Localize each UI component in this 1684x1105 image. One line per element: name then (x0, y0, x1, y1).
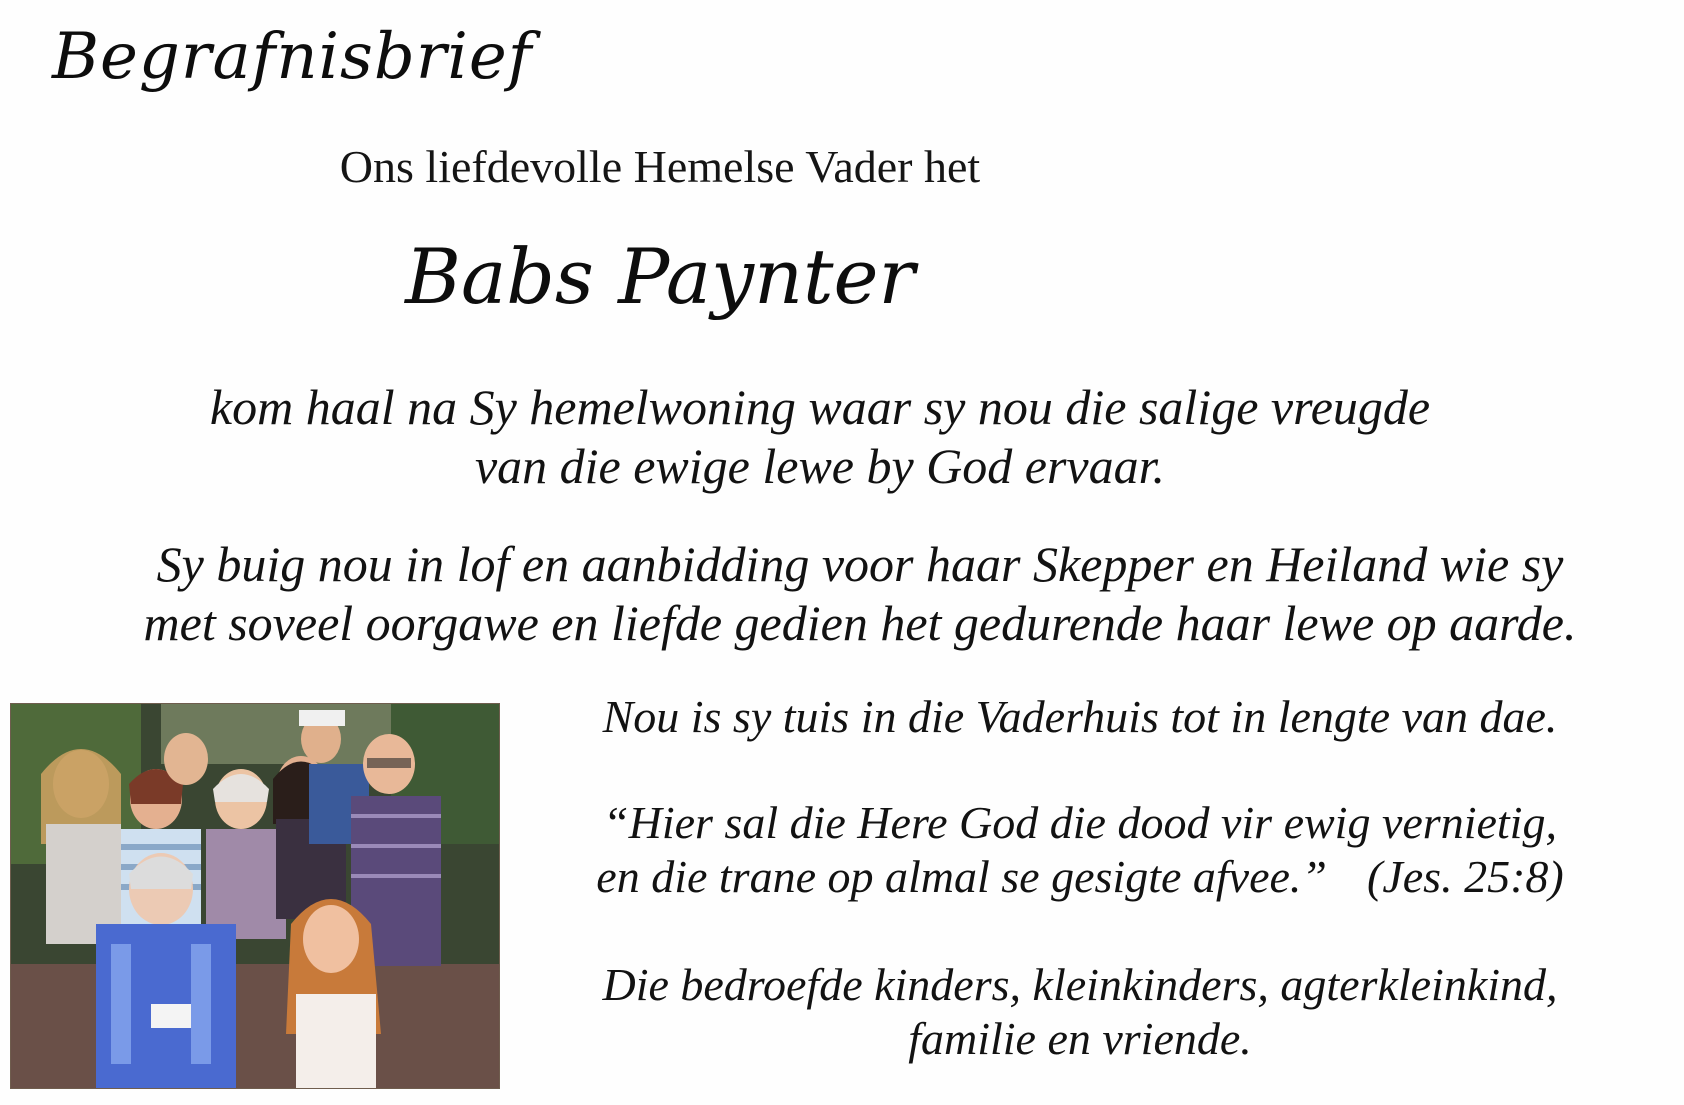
scripture-quote (500, 796, 1660, 905)
paragraph-heavenly-home (100, 378, 1540, 496)
paragraph-line: Sy buig nou in lof en aanbidding voor haar Skepper en Heiland wie sy (156, 536, 1564, 592)
paragraph-worship (60, 535, 1660, 653)
scripture-reference: (Jes. 25:8) (1367, 851, 1564, 903)
paragraph-line: familie en vriende. (908, 1013, 1252, 1065)
paragraph-line: van die ewige lewe by God ervaar. (474, 438, 1166, 494)
mourners-signature (500, 958, 1660, 1067)
quote-text: en die trane op almal se gesigte afvee.” (596, 851, 1328, 903)
paragraph-line: Nou is sy tuis in die Vaderhuis tot in lengte van dae. (602, 691, 1558, 742)
paragraph-line: Die bedroefde kinders, kleinkinders, agterkleinkind, (602, 959, 1558, 1010)
intro-line: Ons liefdevolle Hemelse Vader het (339, 141, 981, 192)
family-photo (10, 703, 500, 1089)
paragraph-fathers-house (500, 690, 1660, 744)
paragraph-line: met soveel oorgawe en liefde gedien het gedurende haar lewe op aarde. (143, 595, 1577, 651)
deceased-name: Babs Paynter (405, 232, 915, 321)
letter-heading: Begrafnisbrief (52, 20, 533, 94)
quote-line: “Hier sal die Here God die dood vir ewig vernietig, (603, 797, 1557, 848)
paragraph-line: kom haal na Sy hemelwoning waar sy nou die salige vreugde (209, 379, 1431, 435)
family-photo-image (11, 704, 499, 1088)
quote-line (500, 850, 1660, 904)
